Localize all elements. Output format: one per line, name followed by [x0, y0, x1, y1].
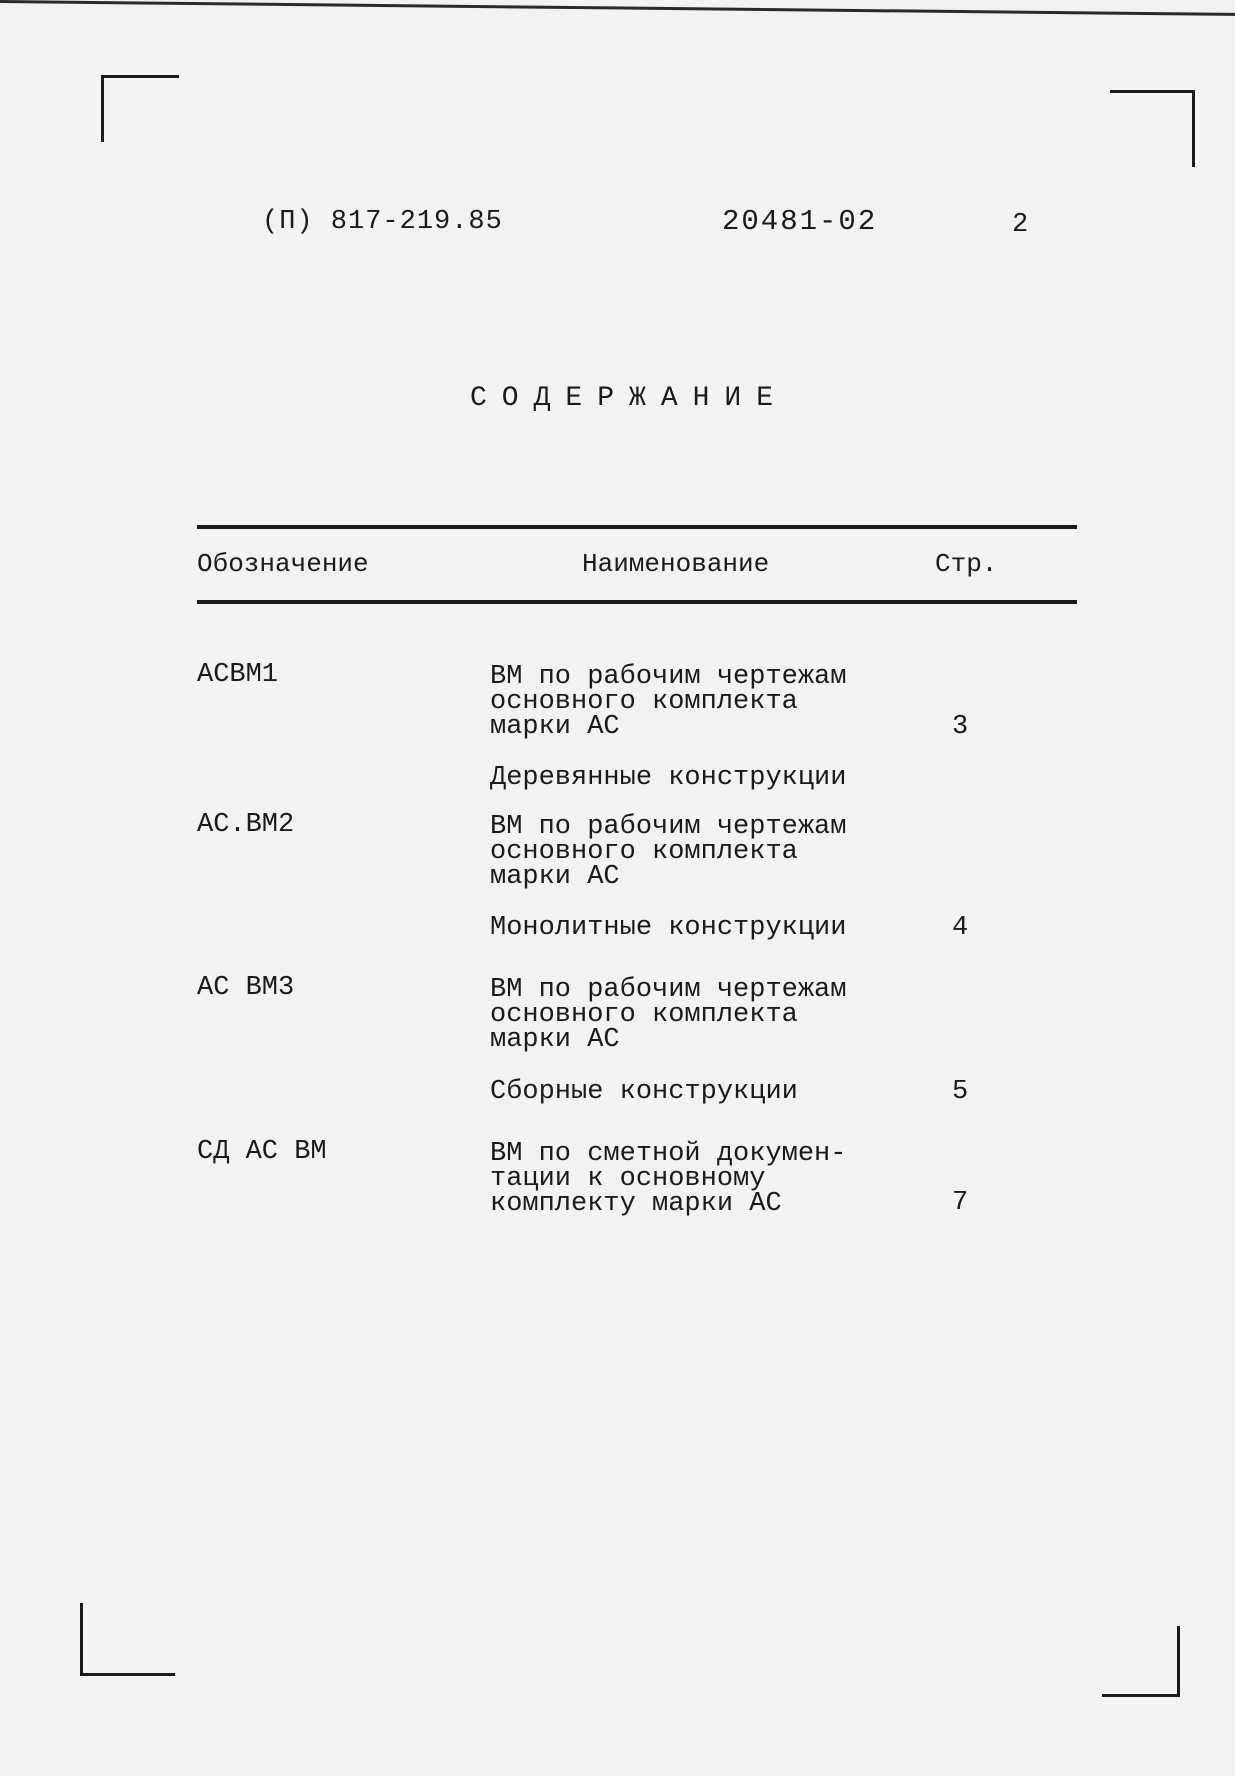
document-number: 20481-02	[722, 205, 878, 238]
row-page: 5	[952, 1077, 969, 1107]
page-top-edge	[0, 0, 1235, 30]
row-designation: АС.ВМ2	[197, 810, 295, 840]
column-header-designation: Обозначение	[197, 549, 369, 579]
row-designation: АСВМ1	[197, 660, 279, 690]
row-name: Монолитные конструкции	[490, 913, 847, 943]
row-page: 7	[952, 1188, 969, 1218]
row-page: 3	[952, 712, 969, 742]
row-name: Деревянные конструкции	[490, 763, 847, 793]
corner-mark-bottom-right	[1102, 1626, 1180, 1697]
row-name: ВМ по рабочим чертежам основного комплекта марки АС	[490, 812, 847, 892]
column-header-name: Наименование	[582, 549, 770, 579]
corner-mark-top-left	[101, 75, 179, 142]
corner-mark-top-right	[1110, 90, 1195, 167]
row-name: Сборные конструкции	[490, 1077, 798, 1107]
row-name: ВМ по рабочим чертежам основного комплекта марки АС	[490, 975, 847, 1055]
page-number: 2	[1012, 210, 1030, 240]
row-page: 4	[952, 913, 969, 943]
document-code: (П) 817-219.85	[262, 207, 503, 237]
row-name: ВМ по рабочим чертежам основного комплекта марки АС	[490, 662, 847, 742]
page-title: СОДЕРЖАНИЕ	[470, 383, 789, 414]
column-header-page: Стр.	[935, 549, 998, 579]
row-designation: СД АС ВМ	[197, 1137, 327, 1167]
table-top-rule	[197, 525, 1077, 529]
row-name: ВМ по сметной докумен- тации к основному комплекту марки АС	[490, 1139, 847, 1219]
corner-mark-bottom-left	[80, 1603, 175, 1676]
table-header-rule	[197, 600, 1077, 604]
row-designation: АС ВМ3	[197, 973, 295, 1003]
